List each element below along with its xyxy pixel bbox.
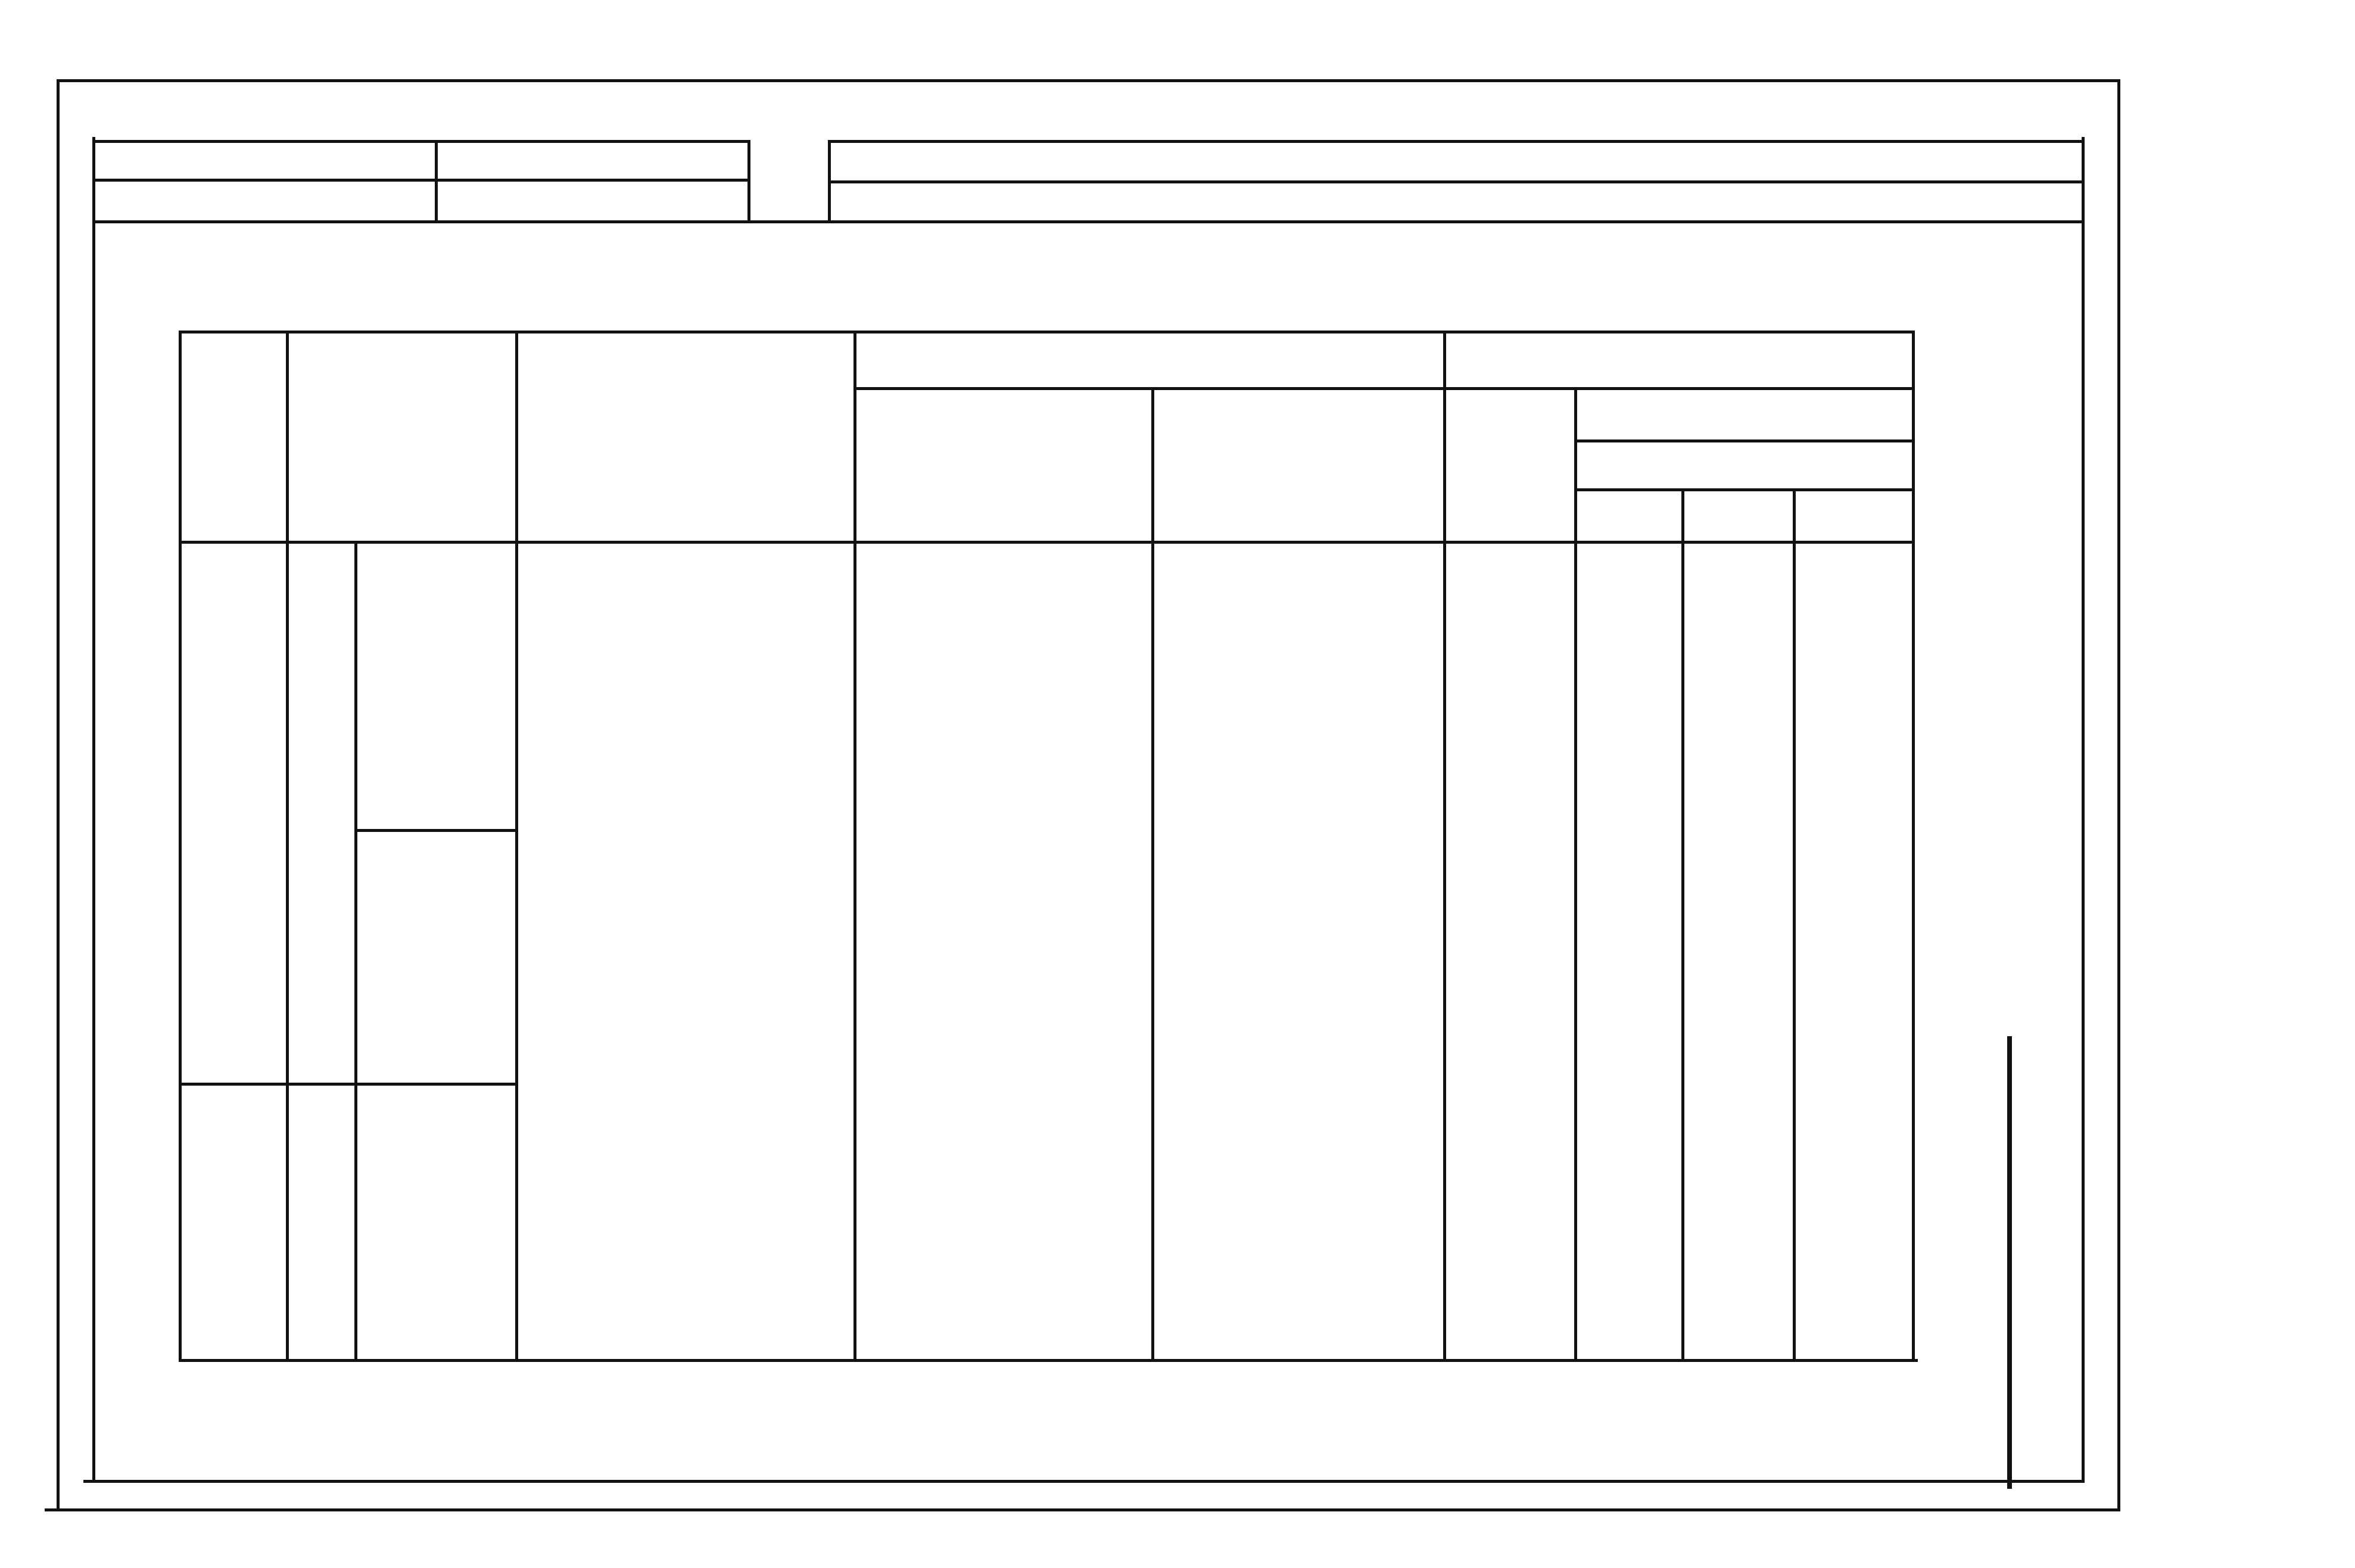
hdr-line-2 [1574,439,1915,442]
col-div-7 [1681,491,1684,1362]
stamp-left-mid [92,179,750,182]
outer-frame-bottom [45,1508,2120,1511]
table-header-bottom [182,541,1915,544]
col-div-5 [1443,331,1446,1362]
stamp-left-div [435,140,438,223]
outer-frame-top [57,79,2120,82]
col-div-4 [1151,390,1154,1362]
inner-frame-bottom [83,1480,2085,1483]
col-div-1 [286,331,289,1362]
inner-frame-left [92,137,95,1483]
table-top [182,331,1915,333]
stamp-right-mid [828,180,2085,183]
table-left [179,331,182,1362]
col-div-2 [515,331,518,1362]
col-div-6 [1574,390,1577,1362]
table-right [1912,331,1915,1362]
stamp-left [92,140,750,223]
outer-frame-left [57,79,60,1508]
col-div-sub [354,541,357,1362]
outer-frame-right [2117,79,2120,1508]
inner-frame-right [2082,137,2085,1483]
col-div-8 [1793,491,1796,1362]
table-bottom [179,1359,1918,1362]
hdr-line-3 [1574,488,1915,491]
subsystem-separator [354,829,515,832]
hdr-line-1 [853,387,1915,390]
group-separator [179,1083,515,1086]
doc-code-bar [2007,1036,2012,1489]
col-div-3 [853,331,856,1362]
